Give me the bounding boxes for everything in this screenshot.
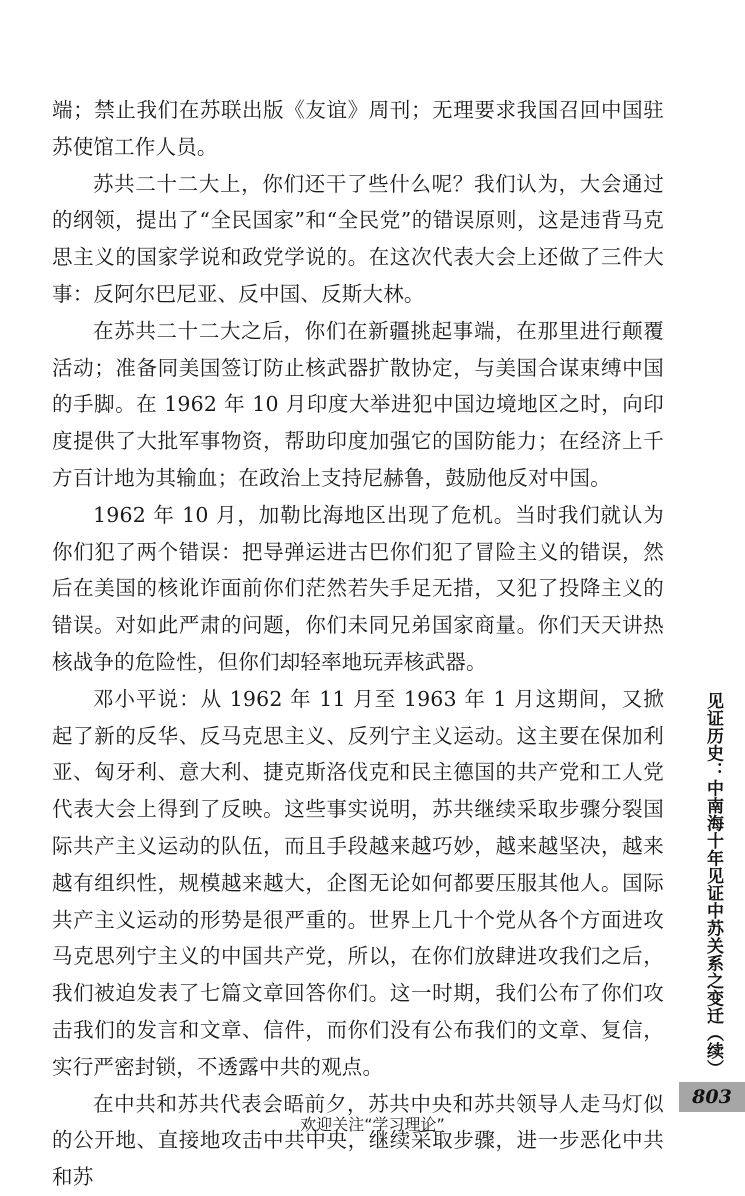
footer-text: 欢迎关注“学习理论” (300, 1115, 445, 1134)
paragraph-5: 邓小平说：从 1962 年 11 月至 1963 年 1 月这期间，又掀起了新的反华、反马克思主义、反列宁主义运动。这主要在保加利亚、匈牙利、意大利、捷克斯洛伐克和民主德国的共产党和工人党代表大会上得到了反映。这些事实说明，苏共继续采取步骤分裂国际共产主义运动的队伍，而且手段越来越巧妙，越来越坚决，越来越有组织性，规模越来越大，企图无论如何都要压服其他人。国际共产主义运动的形势是很严重的。世界上几十个党从各个方面进攻马克思列宁主义的中国共产党，所以，在你们放肆进攻我们之后，我们被迫发表了七篇文章回答你们。这一时期，我们公布了你们攻击我们的发言和文章、信件，而你们没有公布我们的文章、复信，实行严密封锁，不透露中共的观点。 (52, 686, 664, 1079)
running-side-title: 见证历史：中南海十年见证中苏关系之变迁（续） (703, 692, 723, 1077)
paragraph-1: 端；禁止我们在苏联出版《友谊》周刊；无理要求我国召回中国驻苏使馆工作人员。 (52, 98, 664, 159)
paragraph-4: 1962 年 10 月，加勒比海地区出现了危机。当时我们就认为你们犯了两个错误：把导弹运进古巴你们犯了冒险主义的错误，然后在美国的核讹诈面前你们茫然若失手足无措，又犯了投降主义的错误。对如此严肃的问题，你们未同兄弟国家商量。你们天天讲热核战争的危险性，但你们却轻率地玩弄核武器。 (52, 502, 664, 674)
page-body (52, 92, 664, 1196)
paragraph-6: 在中共和苏共代表会晤前夕，苏共中央和苏共领导人走马灯似的公开地、直接地攻击中共中央，继续采取步骤，进一步恶化中共和苏 (52, 1091, 664, 1190)
page-number-badge: 803 (679, 1082, 745, 1112)
paragraph-2: 苏共二十二大上，你们还干了些什么呢？我们认为，大会通过的纲领，提出了“全民国家”和“全民党”的错误原则，这是违背马克思主义的国家学说和政党学说的。在这次代表大会上还做了三件大事：反阿尔巴尼亚、反中国、反斯大林。 (52, 171, 664, 306)
paragraph-3: 在苏共二十二大之后，你们在新疆挑起事端，在那里进行颠覆活动；准备同美国签订防止核武器扩散协定，与美国合谋束缚中国的手脚。在 1962 年 10 月印度大举进犯中国边境地区之时，向印度提供了大批军事物资，帮助印度加强它的国防能力；在经济上千方百计地为其输血；在政治上支持尼赫鲁，鼓励他反对中国。 (52, 318, 664, 490)
